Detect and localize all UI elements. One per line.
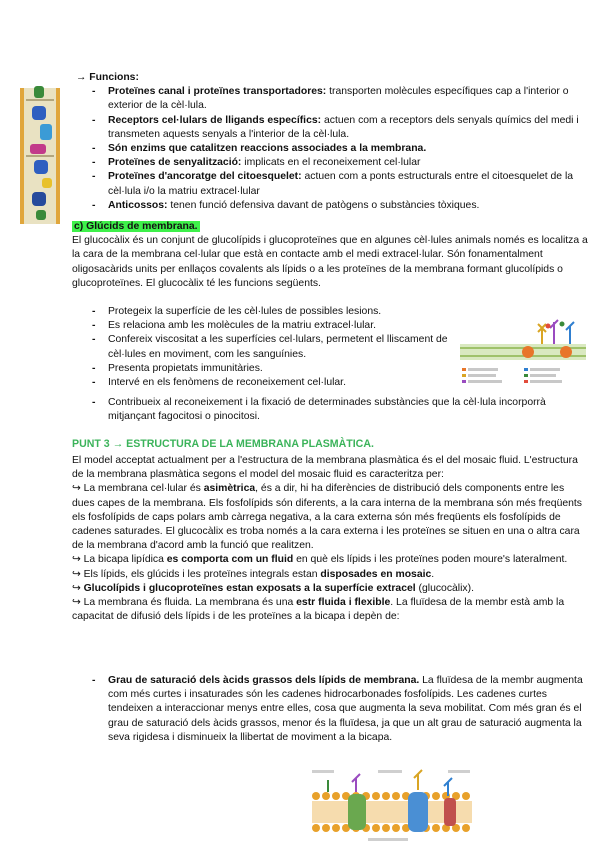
punt3-point-fluid: ↪ La bicapa lipídica es comporta com un fluid en què els lípids i les proteïnes poden moure's lateralment. bbox=[72, 554, 568, 566]
punt3-heading: PUNT 3 → ESTRUCTURA DE LA MEMBRANA PLASMÀTICA. bbox=[72, 438, 374, 450]
funcio-item: - Proteïnes canal i proteïnes transportadores: transporten molècules específiques cap a l'interior o exterior de la cèl·lula. bbox=[90, 85, 586, 113]
membrane-proteins-figure bbox=[16, 80, 64, 230]
punt3-point-glucocalix: ↪ Glucolípids i glucoproteïnes estan exposats a la superfície extracel (glucocàlix). bbox=[72, 582, 474, 594]
funcio-item: - Anticossos: tenen funció defensiva davant de patògens o substàncies tòxiques. bbox=[90, 199, 586, 213]
punt3-point-fluida: ↪ La membrana és fluida. La membrana és una estr fluida i flexible. La fluïdesa de la membr està amb la capacitat de difusió dels lípids i de les proteïnes a la bicapa i depèn de: bbox=[72, 597, 565, 623]
punt3-intro: El model acceptat actualment per a l'estructura de la membrana plasmàtica és el del mosaic fluid. L'estructura de la membrana plasmàtica segons el model del mosaic fluid es caracteritza per: bbox=[72, 455, 578, 481]
glucocalix-function: - Contribueix al reconeixement i la fixació de determinades substàncies que la cèl·lula incorporrà mitjançant fagocitosi o pinocitosi. bbox=[90, 396, 590, 424]
glucocalix-function: - Es relaciona amb les molècules de la matriu extracel·lular. bbox=[90, 319, 450, 333]
saturacio-item: - Grau de saturació dels àcids grassos dels lípids de membrana. La fluïdesa de la membr augmenta com més curtes i insaturades són les cadenes hidrocarbonades fosfolípids. Les cadenes curtes tendeixen a interaccionar menys entre elles, cosa que augmenta la seva mobilitat. Com més gran és el grau de saturació dels àcids grassos, menor és la fluïdesa, ja que un alt grau de saturació augmenta la seva rigidesa i disminueix la llibertat de moviment a la bicapa. bbox=[90, 674, 588, 745]
glycocalyx-figure bbox=[458, 318, 588, 390]
lipid-bilayer-figure bbox=[308, 768, 480, 846]
funcions-heading: → Funcions: bbox=[76, 72, 139, 83]
punt3-point-asimetrica: ↪ La membrana cel·lular és asimètrica, és a dir, hi ha diferències de distribució dels components entre les dues capes de la membrana. Els fosfolípids són diferents, a la cara interna de la membrana són més freqüents els fosfolípids de caps polars amb càrrega negativa, a la cara externa són més freqüents els fosfolípids de cadenes saturades. El glucocàlix es troba només a la cara externa i les proteïnes se situen en una o altra cara de la membrana d'acord amb la funció que realitzen. bbox=[72, 483, 582, 552]
funcio-item: - Receptors cel·lulars de lligands específics: actuen com a receptors dels senyals químics del medi i transmeten aquests senyals a l'interior de la cèl·lula. bbox=[90, 114, 586, 142]
funcio-item: - Proteïnes de senyalització: implicats en el reconeixement cel·lular bbox=[90, 156, 586, 170]
punt3-point-mosaic: ↪ Els lípids, els glúcids i les proteïnes integrals estan disposades en mosaic. bbox=[72, 568, 435, 580]
glucids-heading: c) Glúcids de membrana. bbox=[74, 221, 198, 232]
glucocalix-function: - Intervé en els fenòmens de reconeixement cel·lular. bbox=[90, 376, 450, 390]
glucids-paragraph: El glucocàlix és un conjunt de glucolípids i glucoproteïnes que en algunes cèl·lules animals només es localitza a la cara de la membrana cel·lular que està en contacte amb el medi extracel·lular. Són fonamentalment oligosacàrids units per enllaços covalents als lípids o a les proteïnes de la membrana formant glucolípids o glucoproteïnes. El glucocàlix té les funcions següents. bbox=[72, 235, 588, 289]
glucocalix-function: - Presenta propietats immunitàries. bbox=[90, 362, 450, 376]
funcio-item: - Proteïnes d'ancoratge del citoesquelet: actuen com a ponts estructurals entre el citoesquelet de la cèl·lula i/o la matriu extracel·lular bbox=[90, 170, 586, 198]
funcio-item: - Són enzims que catalitzen reaccions associades a la membrana. bbox=[90, 142, 586, 156]
glucocalix-function: - Confereix viscositat a les superfícies cel·lulars, permetent el lliscament de cèl·lules en moviment, com les sanguínies. bbox=[90, 333, 450, 361]
glucocalix-function: - Protegeix la superfície de les cèl·lules de possibles lesions. bbox=[90, 305, 450, 319]
